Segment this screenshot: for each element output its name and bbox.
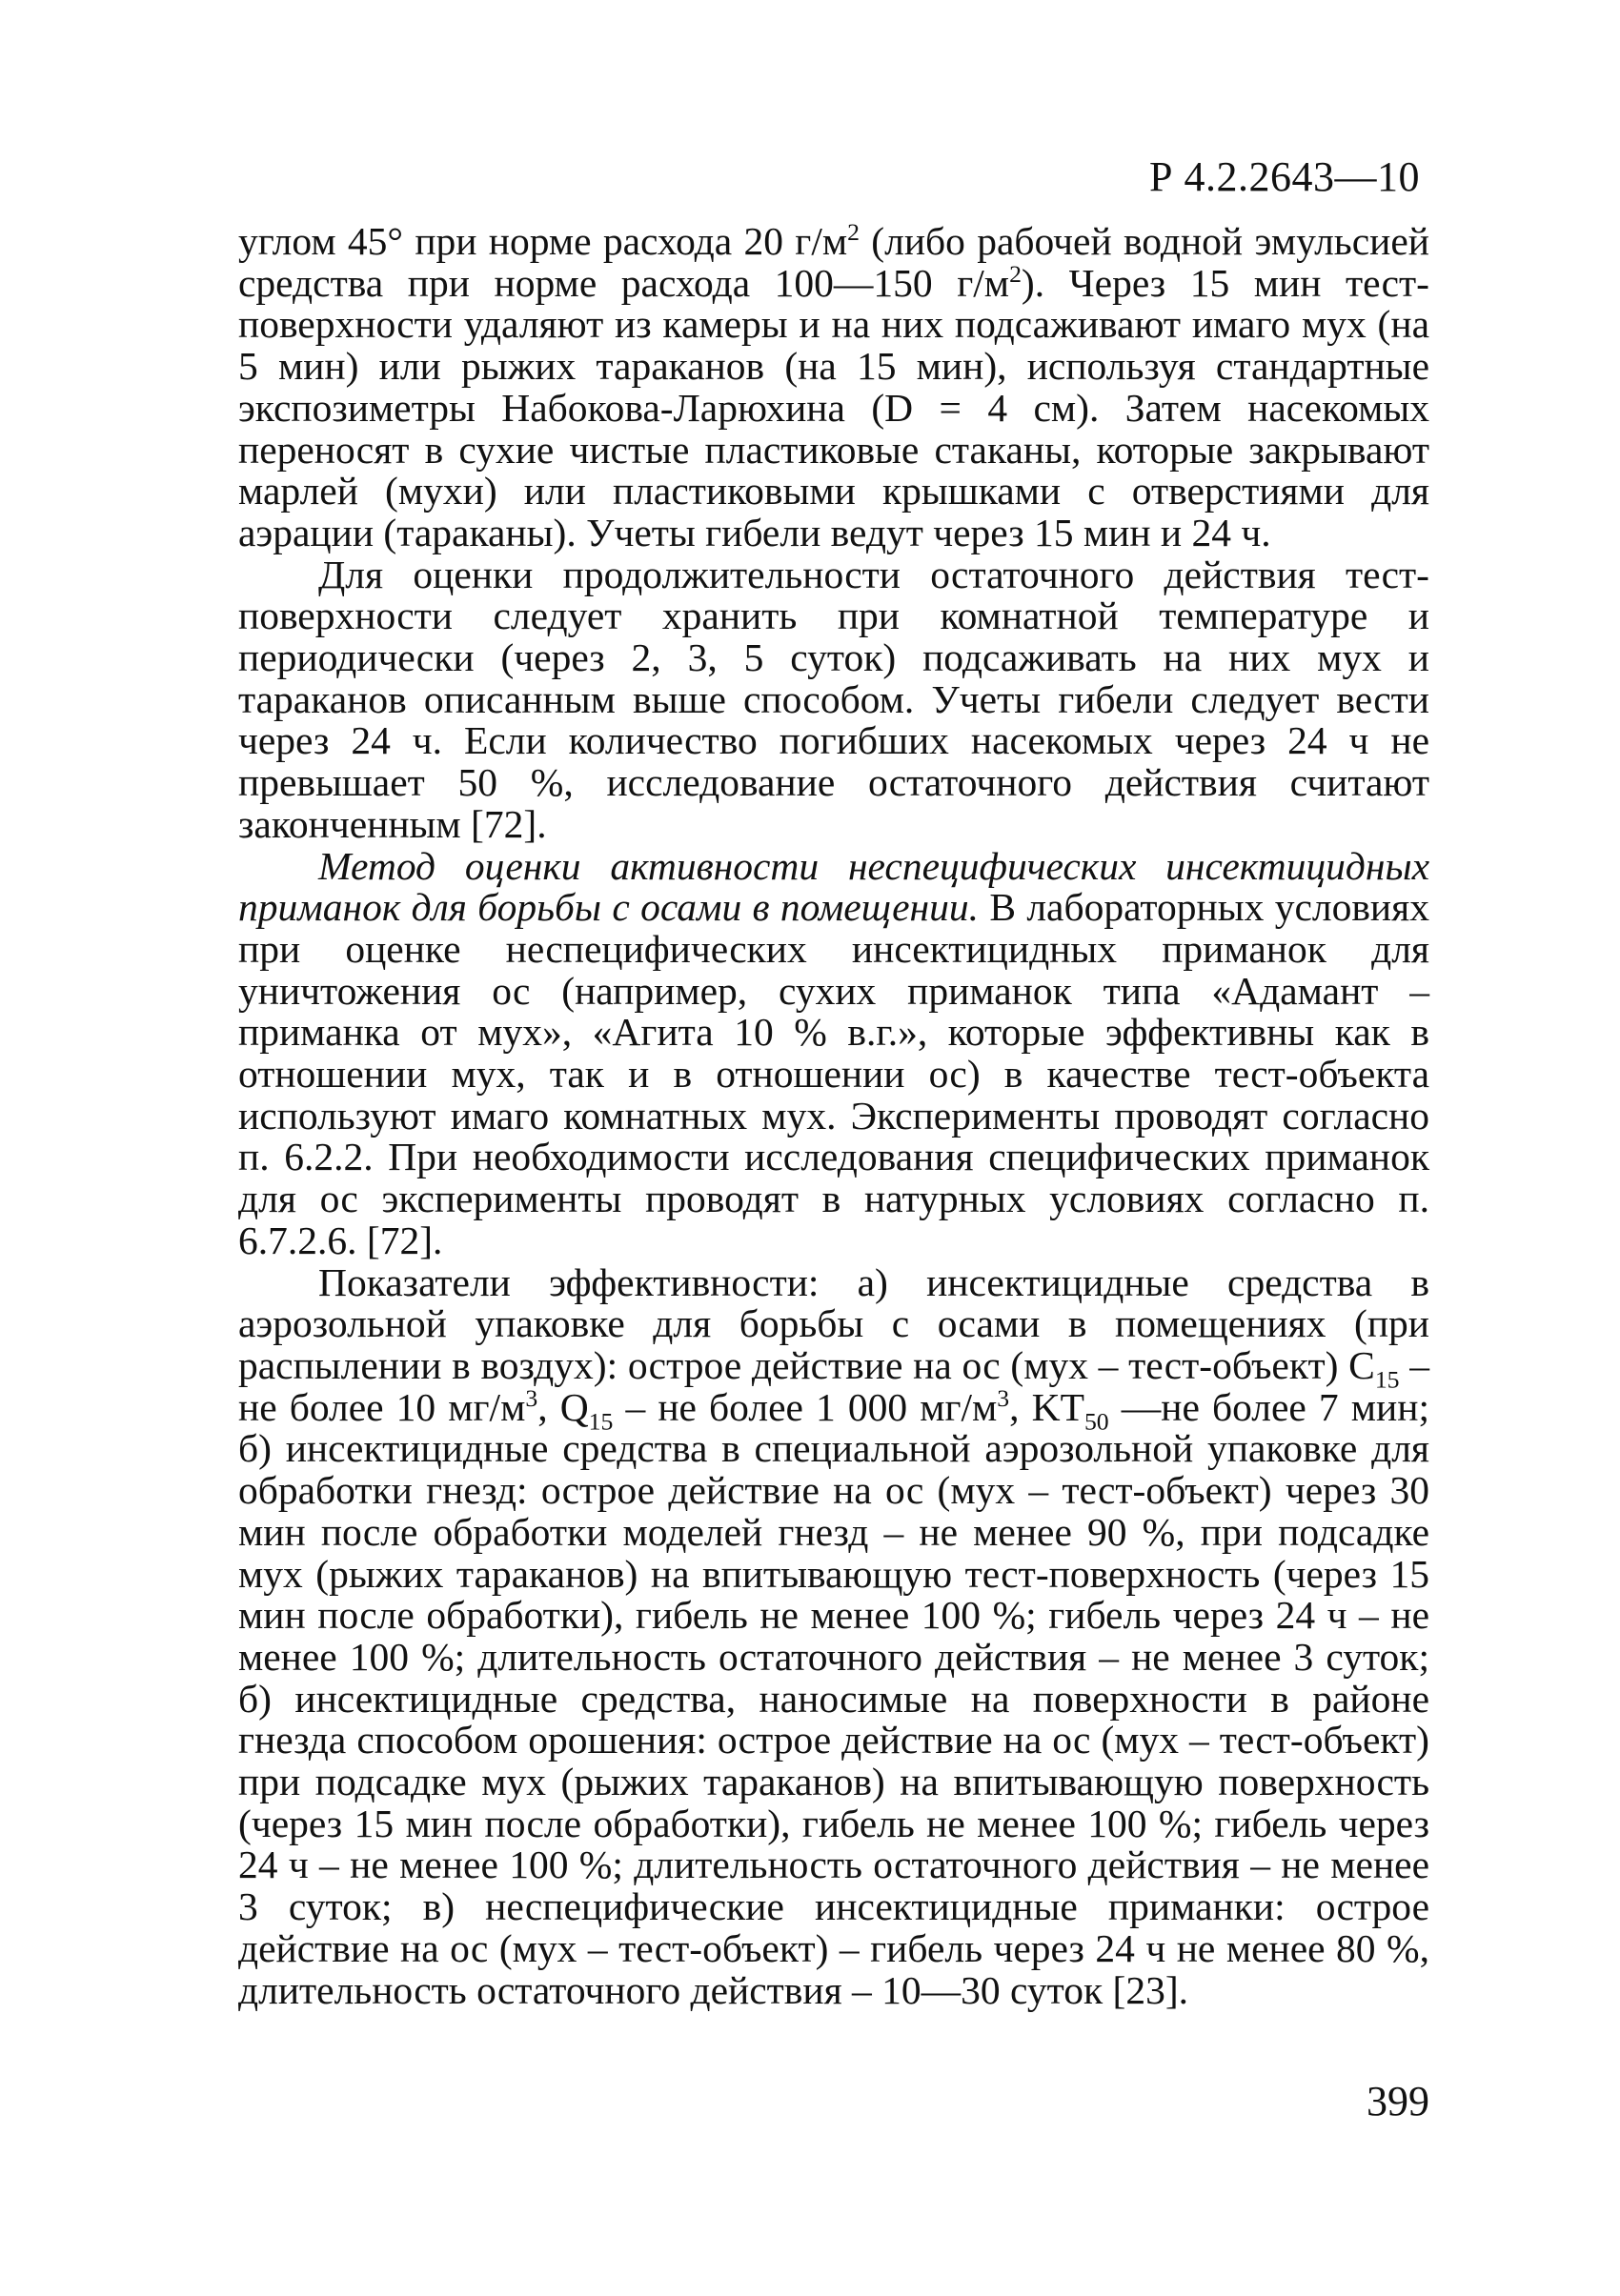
text-run: – не более 1 000 мг/м xyxy=(613,1384,998,1429)
subscript: 15 xyxy=(1374,1365,1400,1394)
text-run: Показатели эффективности: а) инсектицидные средства в аэрозольной упаковке для борьбы с осами в помещениях (при распылении в воздух): острое действие на ос (мух – тест-объект) C xyxy=(238,1259,1429,1387)
superscript: 2 xyxy=(1009,259,1022,288)
document-code-header: Р 4.2.2643—10 xyxy=(1149,153,1420,200)
text-run: В лабораторных условиях при оценке неспецифических инсектицидных приманок для уничтожения ос (например, сухих приманок типа «Адамант – приманка от мух», «Агита 10 % в.г.», которые эффективны как в отношении мух, так и в отношении ос) в качестве тест-объекта используют имаго комнатных мух. Эксперименты проводят согласно п. 6.2.2. При необходимости исследования специфических приманок для ос эксперименты проводят в натурных условиях согласно п. 6.7.2.6. [72]. xyxy=(238,885,1429,1262)
superscript: 3 xyxy=(997,1383,1010,1412)
paragraph xyxy=(238,554,1429,846)
text-run: (либо рабочей водной эмульсией средства при норме расхода 100—150 г/м xyxy=(238,219,1429,305)
subscript: 15 xyxy=(588,1406,614,1435)
text-run: – не более 10 мг/м xyxy=(238,1342,1430,1429)
paragraph xyxy=(238,218,1429,554)
body-text xyxy=(238,218,1430,2012)
text-run: , KT xyxy=(1009,1384,1084,1429)
superscript: 3 xyxy=(525,1383,538,1412)
text-run: Для оценки продолжительности остаточного действия тест-поверхности следует хранить при комнатной температуре и периодически (через 2, 3, 5 суток) подсаживать на них мух и тараканов описанным выше способом. Учеты гибели следует вести через 24 ч. Если количество погибших насекомых через 24 ч не превышает 50 %, исследование остаточного действия считают законченным [72]. xyxy=(238,552,1429,846)
text-run: —не более 7 мин; б) инсектицидные средства в специальной аэрозольной упаковке для обработки гнезд: острое действие на ос (мух – тест-объект) через 30 мин после обработки моделей гнезд – не менее 90 %, при подсадке мух (рыжих тараканов) на впитывающую тест-поверхность (через 15 мин после обработки), гибель не менее 100 %; гибель через 24 ч – не менее 100 %; длительность остаточного действия – не менее 3 суток; б) инсектицидные средства, наносимые на поверхности в районе гнезда способом орошения: острое действие на ос (мух – тест-объект) при подсадке мух (рыжих тараканов) на впитывающую поверхность (через 15 мин после обработки), гибель не менее 100 %; гибель через 24 ч – не менее 100 %; длительность остаточного действия – не менее 3 суток; в) неспецифические инсектицидные приманки: острое действие на ос (мух – тест-объект) – гибель через 24 ч не менее 80 %, длительность остаточного действия – 10—30 суток [23]. xyxy=(238,1384,1429,2012)
text-run: ). Через 15 мин тест-поверхности удаляют из камеры и на них подсаживают имаго мух (на 5 мин) или рыжих тараканов (на 15 мин), используя стандартные экспозиметры Набокова-Ларюхина (D = 4 см). Затем насекомых переносят в сухие чистые пластиковые стаканы, которые закрывают марлей (мухи) или пластиковыми крышками с отверстиями для аэрации (тараканы). Учеты гибели ведут через 15 мин и 24 ч. xyxy=(238,260,1429,554)
text-run: , Q xyxy=(537,1384,589,1429)
paragraph xyxy=(238,843,1429,1262)
subscript: 50 xyxy=(1083,1406,1109,1435)
italic-heading: Метод оценки активности неспецифических инсектицидных приманок для борьбы с осами в помещении. xyxy=(238,843,1429,930)
text-run: углом 45° при норме расхода 20 г/м xyxy=(238,219,848,263)
paragraph xyxy=(238,1259,1430,2012)
superscript: 2 xyxy=(847,218,860,247)
page-number: 399 xyxy=(1367,2078,1429,2125)
